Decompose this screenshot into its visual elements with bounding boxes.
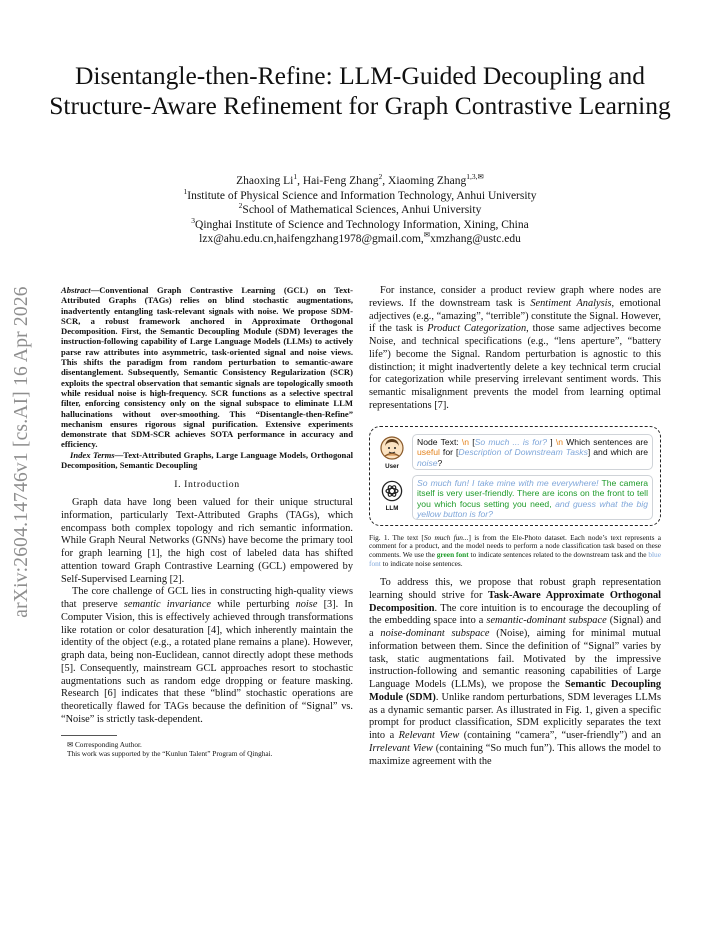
figure-1 (369, 426, 661, 526)
affiliation: $^3$Qinghai Institute of Science and Technology Information, Xining, China (191, 215, 529, 231)
right-column (369, 285, 661, 768)
abstract (61, 285, 353, 450)
paragraph: For instance, consider a product review graph where nodes are reviews. If the downstream task is Sentiment Analysis, emotional adjectives (e.g., “amazing”, “terrible”) constitute the Signal. However, if the task is Product Categorization, those same adjectives become Noise, and technical specifications (e.g., “lens aperture”, “battery life”) become the Signal. Random perturbation is agnostic to this distinction; it might inadvertently delete a key technical term crucial for categorization while preserving irrelevant sentiment words. This semantic misalignment prevents the model from learning optimal representations [7]. (369, 285, 661, 411)
affiliation: $^1$Institute of Physical Science and Information Technology, Anhui University (183, 186, 537, 202)
index-terms-label: Index Terms (70, 449, 115, 460)
abstract-label: Abstract (61, 285, 91, 295)
section-heading: I. Introduction (174, 479, 240, 491)
mail-icon: ✉ (423, 230, 431, 240)
noise-sentence: and guess what the big yellow button is for? (417, 498, 648, 520)
noise-sentence: So much fun! I take mine with me everywhere! (417, 477, 599, 488)
paragraph: The core challenge of GCL lies in constructing high-quality views that preserve semantic invariance while perturbing noise [3]. In Computer Vision, this is effectively achieved through transformations like rotation or color desaturation [4], which inherently maintain the identity of the object (e.g., a rotated plane remains a plane). However, graph data, being non-Euclidean, cannot directly adopt these methods [5]. Consequently, mainstream GCL approaches resort to stochastic augmentations such as random edge dropping or feature masking. Research [6] indicates that these “blind” stochastic operations are theoretically flawed for TAGs because the definition of “Signal” vs. “Noise” is strictly task-dependent. (61, 586, 354, 725)
user-label: User (385, 462, 399, 470)
user-avatar (378, 436, 406, 474)
author-sup: 1,3,✉ (466, 172, 484, 182)
user-message-bubble: Node Text: \n [So much ... is for? ] \n Which sentences are useful for [Description of Downstream Tasks] and which are noise? (412, 434, 653, 470)
footnote: This work was supported by the “Kunlun Talent” Program of Qinghai. (67, 748, 273, 758)
author-name: Zhaoxing Li (236, 175, 294, 187)
openai-logo-icon (381, 480, 403, 502)
index-terms (61, 450, 353, 471)
arxiv-identifier: arXiv:2604.14746v1 [cs.AI] 16 Apr 2026 (11, 286, 32, 618)
author-sup: 1 (293, 172, 298, 182)
arxiv-stamp (0, 262, 44, 642)
author-block (40, 174, 680, 247)
relevant-sentence: The camera itself is very user-friendly. There are icons on the front to tell you which focus setting you need, (417, 477, 648, 509)
user-avatar-icon (380, 436, 404, 460)
paper-title: Disentangle-then-Refine: LLM-Guided Decoupling and Structure-Aware Refinement for Graph Contrastive Learning (49, 61, 671, 120)
author-sup: 2 (378, 172, 383, 182)
footnote: ✉ Corresponding Author. (67, 739, 142, 749)
index-terms-text: —Text-Attributed Graphs, Large Language Models, Orthogonal Decomposition, Semantic Decoupling (61, 449, 354, 471)
author-names: Zhaoxing Li$^1$, Hai-Feng Zhang$^2$, Xiaoming Zhang$^{1,3,✉}$ (236, 172, 484, 187)
left-column (61, 285, 353, 758)
affiliation: $^2$School of Mathematical Sciences, Anhui University (238, 201, 482, 217)
paragraph: To address this, we propose that robust graph representation learning should strive for Task-Aware Approximate Orthogonal Decomposition. The core intuition is to encourage the decoupling of the embedding space into a semantic-dominant subspace (Signal) and a noise-dominant subspace (Noise), aiming for minimal mutual information between them. Since the definition of “Signal” varies by task, static augmentations fail. Motivated by the impressive instruction-following and semantic reasoning capabilities of Large Language Models (LLMs), we propose the Semantic Decoupling Module (SDM). Unlike random perturbations, SDM leverages LLMs as a dynamic semantic parser. As illustrated in Fig. 1, given a specific prompt for product classification, SDM explicitly separates the text into a Relevant View (containing “camera”, “user-friendly”) and an Irrelevant View (containing “So much fun”). This allows the model to maximize agreement with the (369, 577, 662, 767)
llm-avatar (378, 480, 406, 516)
paragraph: Graph data have long been valued for their unique structural information, particularly Text-Attributed Graphs (TAGs), which encompass both complex topology and rich semantic information. While Graph Neural Networks (GNNs) have become the primary tool for graph learning [1], the high cost of labeled data has shifted attention toward Graph Contrastive Learning (GCL) empowered by Self-Supervised Learning [2]. (61, 497, 353, 585)
abstract-text: —Conventional Graph Contrastive Learning (GCL) on Text-Attributed Graphs (TAGs) relies on blind stochastic augmentations, inadvertently entangling task-relevant signals with noise. We propose SDM-SCR, a robust framework anchored in Approximate Orthogonal Decomposition. First, the Semantic Decoupling Module (SDM) leverages the instruction-following capability of Large Language Models (LLMs) to actively parse raw attributes into asymmetric, task-oriented signal and noise views. This shifts the paradigm from random perturbation to semantic-aware disentanglement. Subsequently, Semantic Consistency Regularization (SCR) exploits the spectral observation that semantic signals are topologically smooth while residual noise is high-frequency. SCR functions as a selective spectral filter, enforcing consistency only on the signal subspace to eliminate LLM hallucinations without over-smoothing. This “Disentangle-then-Refine” mechanism ensures rigorous signal purification. Extensive experiments demonstrate that SDM-SCR achieves SOTA performance in accuracy and efficiency. (61, 285, 353, 450)
figure-caption: Fig. 1. The text [So much fun...] is from the Ele-Photo dataset. Each node’s text represents a comment for a product, and the model needs to perform a node classification task based on these comments. We use the green font to indicate sentences related to the downstream task and the blue font to indicate noise sentences. (369, 532, 661, 569)
author-name: Hai-Feng Zhang (302, 175, 379, 187)
author-emails: lzx@ahu.edu.cn,haifengzhang1978@gmail.com,✉xmzhang@ustc.edu (199, 230, 521, 246)
footnote-divider (61, 735, 117, 736)
llm-label: LLM (385, 504, 399, 512)
author-name: Xiaoming Zhang (388, 175, 467, 187)
llm-response-bubble (412, 475, 653, 520)
